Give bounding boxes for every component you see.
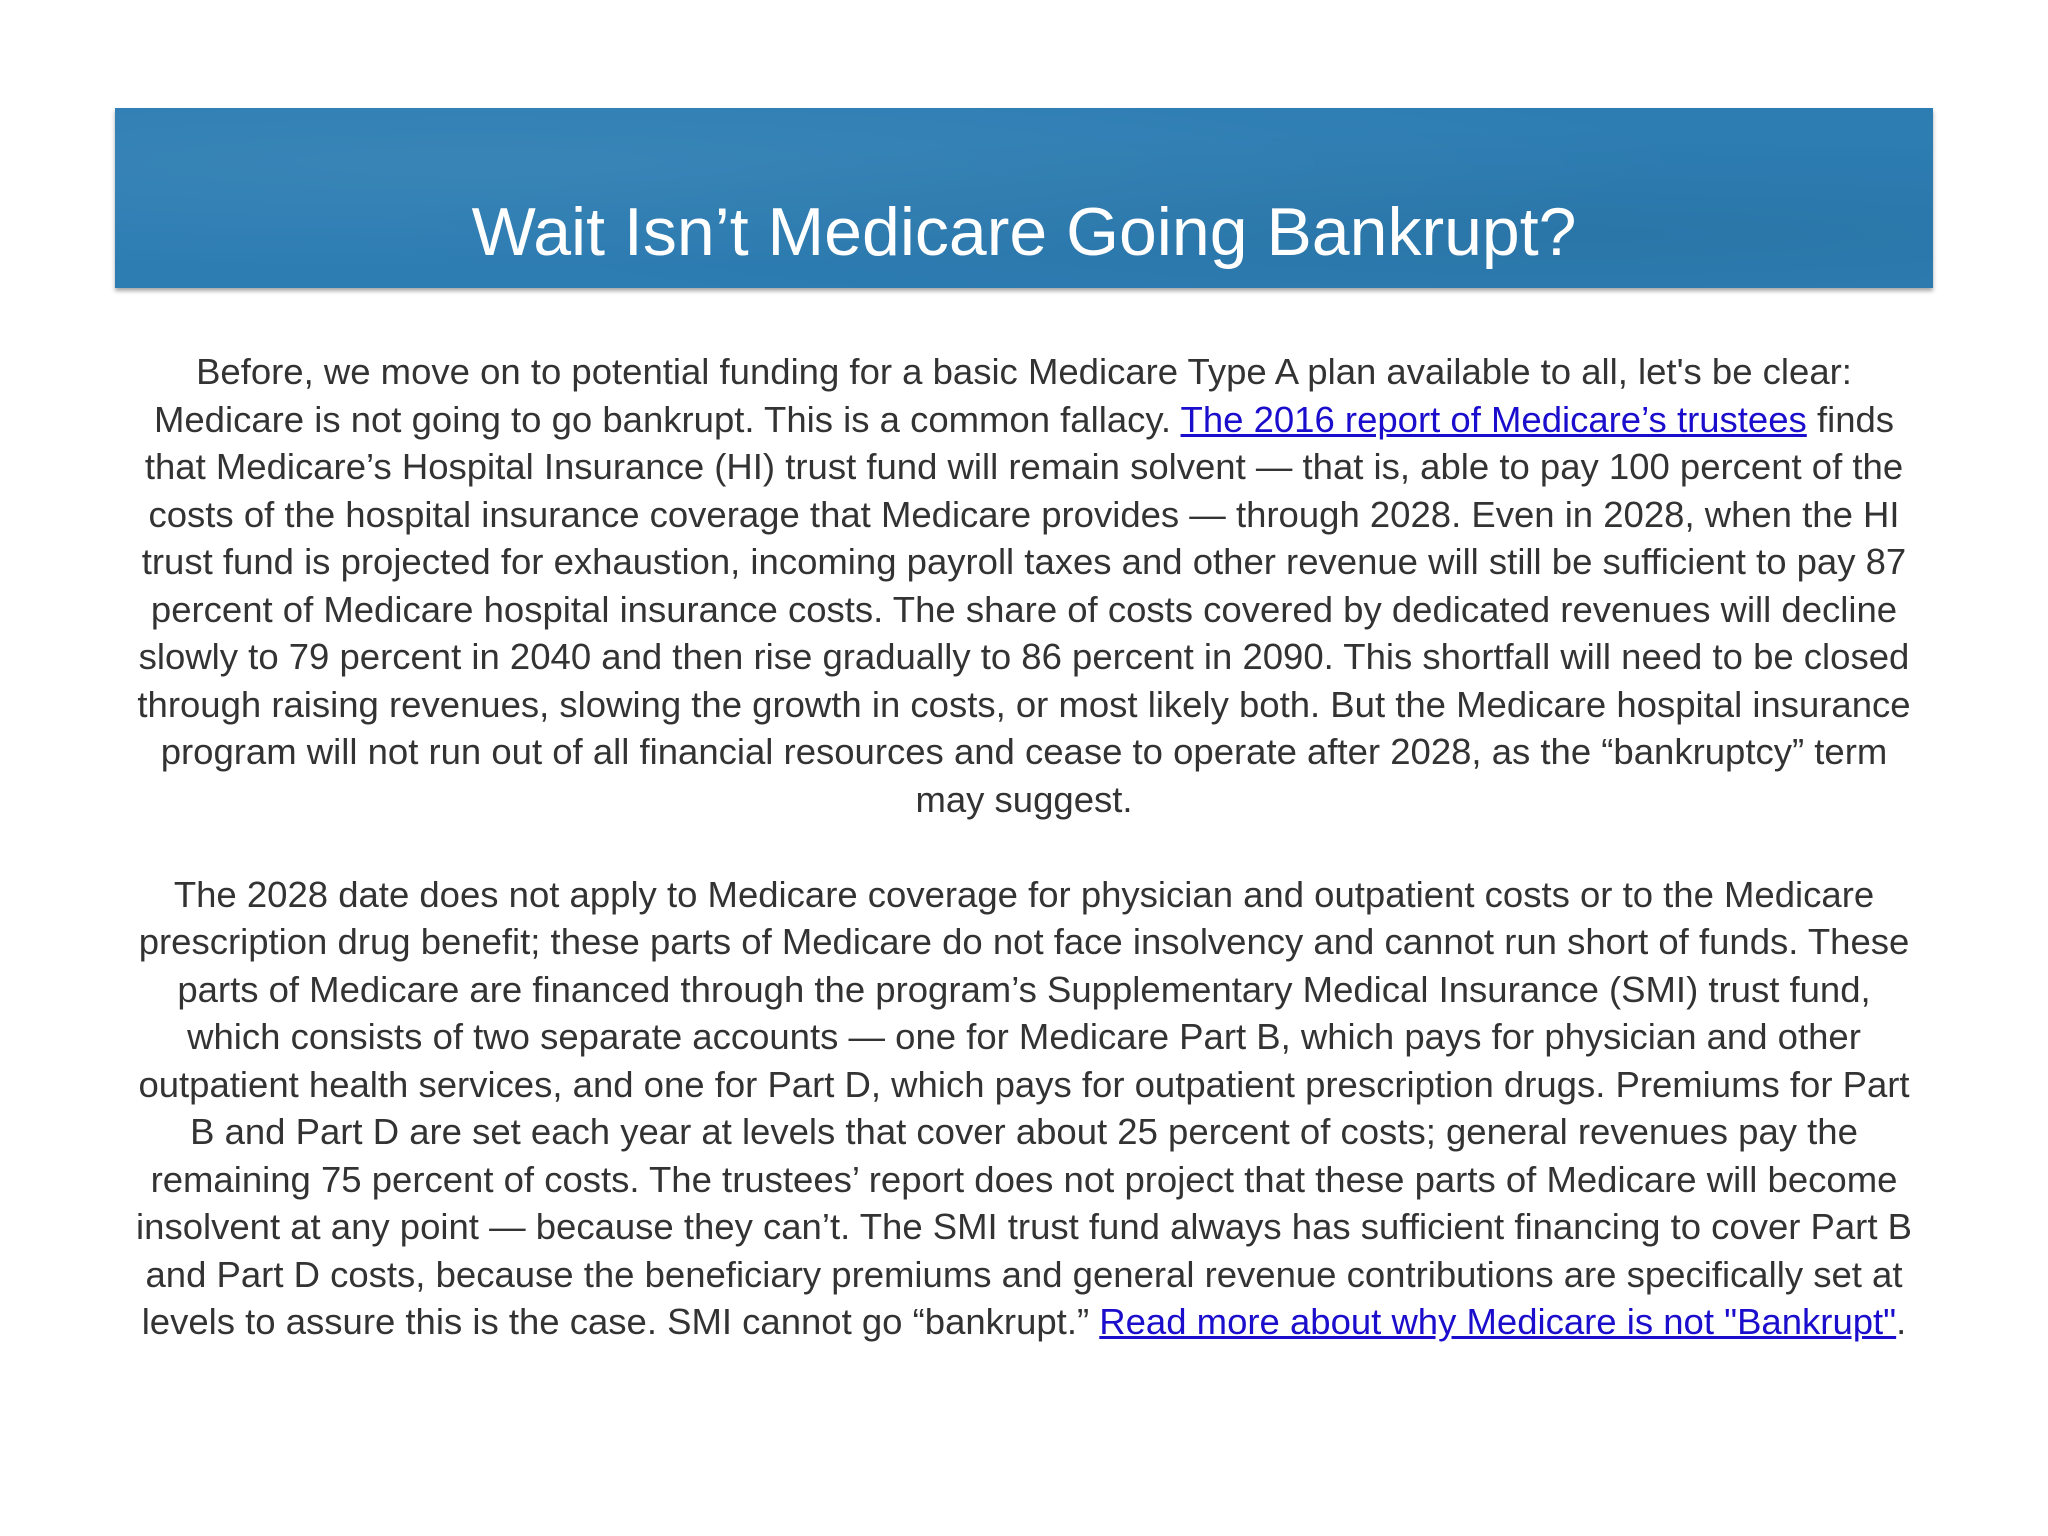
paragraph-2-text-before: The 2028 date does not apply to Medicare coverage for physician and outpatient costs or to the Medicare prescription drug benefit; these parts of Medicare do not face insolvency and cannot run short of funds. These parts of Medicare are financed through the program’s Supplementary Medical Insurance (SMI) trust fund, which consists of two separate accounts — one for Medicare Part B, which pays for physician and other outpatient health services, and one for Part D, which pays for outpatient prescription drugs. Premiums for Part B and Part D are set each year at levels that cover about 25 percent of costs; general revenues pay the remaining 75 percent of costs. The trustees’ report does not project that these parts of Medicare will become insolvent at any point — because they can’t. The SMI trust fund always has sufficient financing to cover Part B and Part D costs, because the beneficiary premiums and general revenue contributions are specifically set at levels to assure this is the case. SMI cannot go “bankrupt.” xyxy=(136,873,1912,1342)
paragraph-1-text-after: finds that Medicare’s Hospital Insurance (HI) trust fund will remain solvent — that is, able to pay 100 percent of the costs of the hospital insurance coverage that Medicare provides — through 2028. Even in 2028, when the HI trust fund is projected for exhaustion, incoming payroll taxes and other revenue will still be sufficient to pay 87 percent of Medicare hospital insurance costs. The share of costs covered by dedicated revenues will decline slowly to 79 percent in 2040 and then rise gradually to 86 percent in 2090. This shortfall will need to be closed through raising revenues, slowing the growth in costs, or most likely both. But the Medicare hospital insurance program will not run out of all financial resources and cease to operate after 2028, as the “bankruptcy” term may suggest. xyxy=(137,398,1911,820)
paragraph-hi-trust-fund xyxy=(128,348,1920,823)
paragraph-1-text-before: Before, we move on to potential funding for a basic Medicare Type A plan available to all, let's be clear: Medicare is not going to go bankrupt. This is a common fallacy. xyxy=(153,351,1852,440)
title-banner xyxy=(115,108,1933,288)
trustees-report-link[interactable]: The 2016 report of Medicare’s trustees xyxy=(1180,398,1807,440)
read-more-link[interactable]: Read more about why Medicare is not "Bankrupt" xyxy=(1099,1301,1897,1342)
slide-title: Wait Isn’t Medicare Going Bankrupt? xyxy=(471,194,1577,270)
slide-body xyxy=(128,348,1920,1346)
paragraph-smi-trust-fund xyxy=(128,871,1920,1346)
paragraph-2-text-after: . xyxy=(1896,1301,1907,1342)
